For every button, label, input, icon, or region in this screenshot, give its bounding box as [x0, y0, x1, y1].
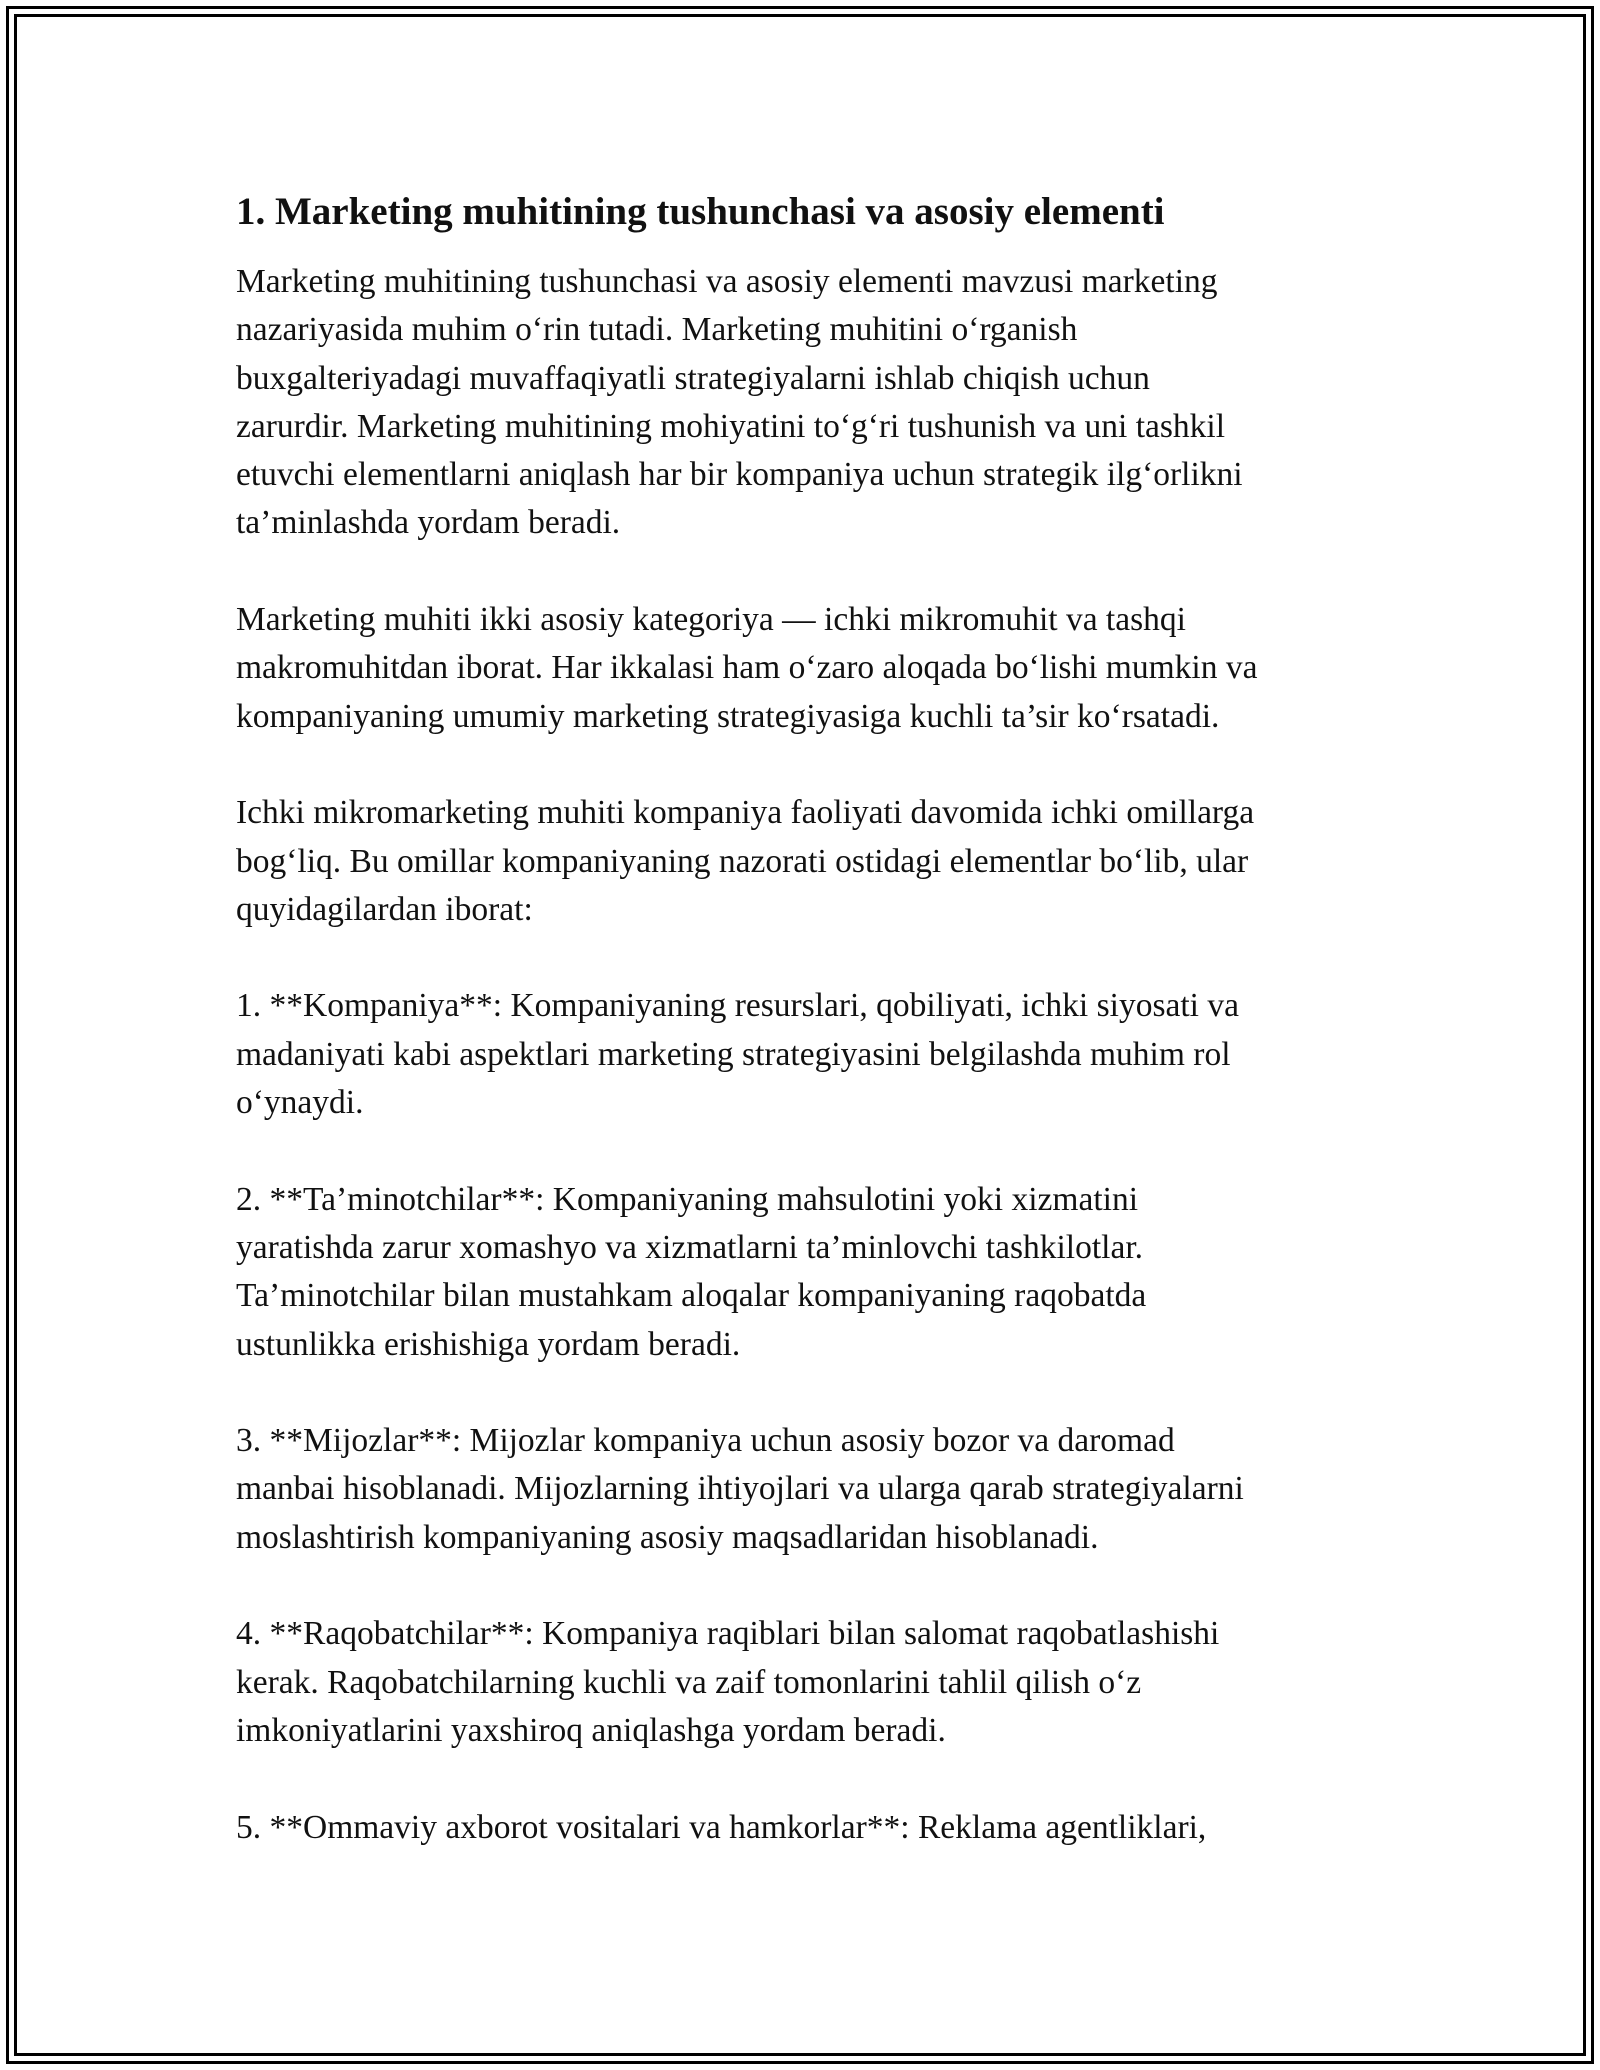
- text-line: zarurdir. Marketing muhitining mohiyatini to‘g‘ri tushunish va uni tashkil: [236, 407, 1226, 445]
- document-page: [236, 188, 1376, 1900]
- list-item-suppliers: [236, 1176, 1376, 1369]
- text-line: madaniyati kabi aspektlari marketing strategiyasini belgilashda muhim rol: [236, 1035, 1231, 1073]
- text-line: kerak. Raqobatchilarning kuchli va zaif tomonlarini tahlil qilish o‘z: [236, 1663, 1142, 1701]
- text-line: buxgalteriyadagi muvaffaqiyatli strategiyalarni ishlab chiqish uchun: [236, 359, 1150, 397]
- section-heading: 1. Marketing muhitining tushunchasi va asosiy elementi: [236, 190, 1165, 233]
- text-line: moslashtirish kompaniyaning asosiy maqsadlaridan hisoblanadi.: [236, 1518, 1099, 1556]
- text-line: Ta’minotchilar bilan mustahkam aloqalar kompaniyaning raqobatda: [236, 1277, 1147, 1315]
- text-line: kompaniyaning umumiy marketing strategiyasiga kuchli ta’sir ko‘rsatadi.: [236, 697, 1220, 735]
- text-line: makromuhitdan iborat. Har ikkalasi ham o‘zaro aloqada bo‘lishi mumkin va: [236, 649, 1258, 687]
- list-item-media-partners: [236, 1804, 1376, 1852]
- text-line: o‘ynaydi.: [236, 1084, 364, 1122]
- text-line: 3. **Mijozlar**: Mijozlar kompaniya uchun asosiy bozor va daromad: [236, 1422, 1175, 1460]
- paragraph-micro-environment: [236, 789, 1376, 934]
- paragraph-intro: [236, 258, 1376, 548]
- text-line: ustunlikka erishishiga yordam beradi.: [236, 1325, 741, 1363]
- text-line: 2. **Ta’minotchilar**: Kompaniyaning mahsulotini yoki xizmatini: [236, 1180, 1139, 1218]
- text-line: bog‘liq. Bu omillar kompaniyaning nazorati ostidagi elementlar bo‘lib, ular: [236, 842, 1249, 880]
- text-line: ta’minlashda yordam beradi.: [236, 504, 621, 542]
- text-line: Marketing muhiti ikki asosiy kategoriya — ichki mikromuhit va tashqi: [236, 601, 1186, 639]
- paragraph-categories: [236, 596, 1376, 741]
- list-item-customers: [236, 1417, 1376, 1562]
- text-line: Ichki mikromarketing muhiti kompaniya faoliyati davomida ichki omillarga: [236, 794, 1255, 832]
- text-line: manbai hisoblanadi. Mijozlarning ihtiyojlari va ularga qarab strategiyalarni: [236, 1470, 1244, 1508]
- text-line: yaratishda zarur xomashyo va xizmatlarni ta’minlovchi tashkilotlar.: [236, 1228, 1144, 1266]
- list-item-company: [236, 982, 1376, 1127]
- text-line: quyidagilardan iborat:: [236, 890, 533, 928]
- text-line: 4. **Raqobatchilar**: Kompaniya raqiblari bilan salomat raqobatlashishi: [236, 1615, 1220, 1653]
- text-line: 1. **Kompaniya**: Kompaniyaning resurslari, qobiliyati, ichki siyosati va: [236, 987, 1239, 1025]
- text-line: etuvchi elementlarni aniqlash har bir kompaniya uchun strategik ilg‘orlikni: [236, 456, 1243, 494]
- text-line: nazariyasida muhim o‘rin tutadi. Marketing muhitini o‘rganish: [236, 311, 1078, 349]
- list-item-competitors: [236, 1610, 1376, 1755]
- text-line: imkoniyatlarini yaxshiroq aniqlashga yordam beradi.: [236, 1711, 946, 1749]
- text-line: 5. **Ommaviy axborot vositalari va hamkorlar**: Reklama agentliklari,: [236, 1808, 1207, 1846]
- text-line: Marketing muhitining tushunchasi va asosiy elementi mavzusi marketing: [236, 263, 1218, 300]
